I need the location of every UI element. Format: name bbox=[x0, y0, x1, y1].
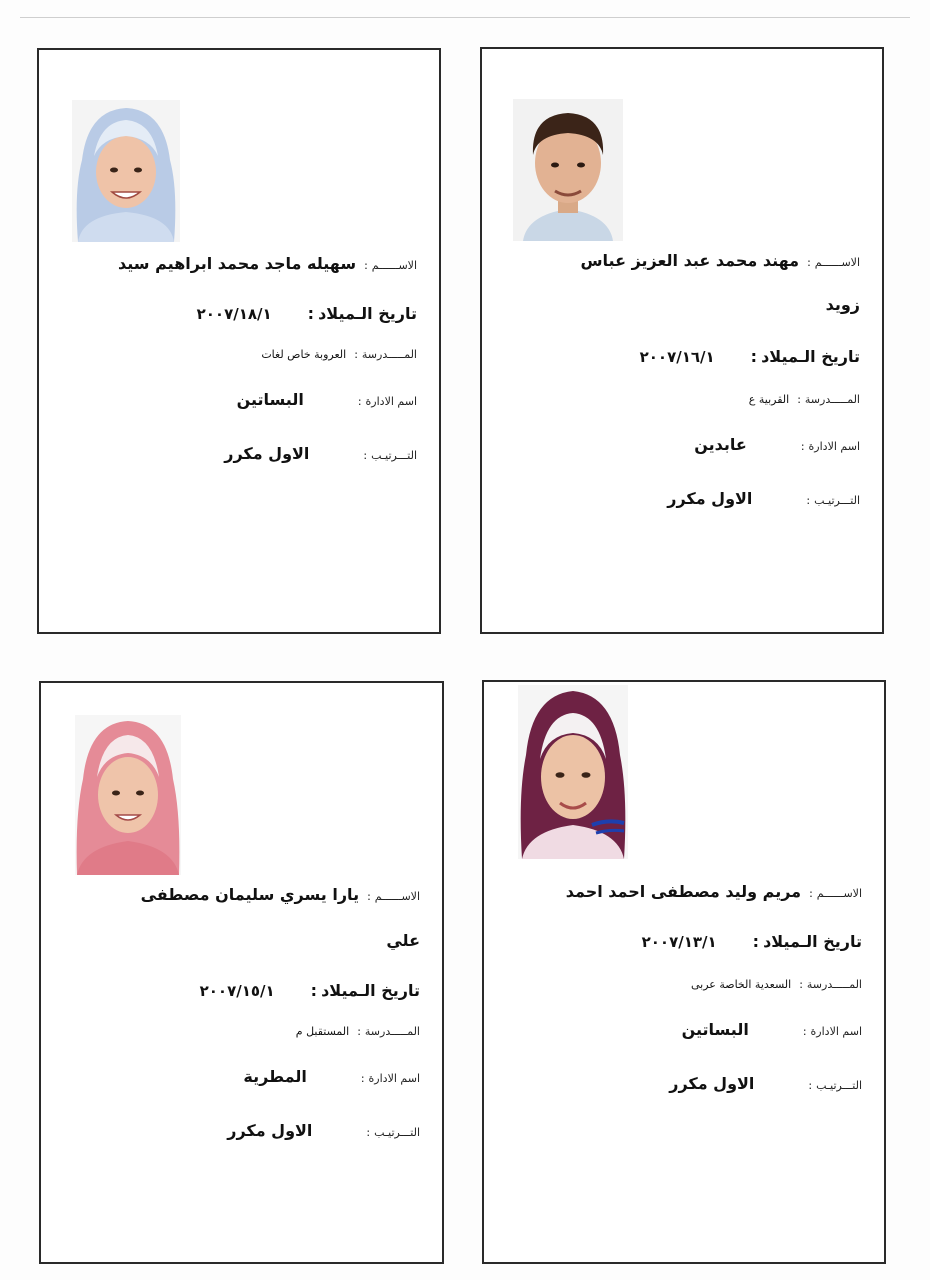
admin-row: اسم الادارة : المطرية bbox=[243, 1067, 420, 1086]
school-value: العروبة خاص لغات bbox=[261, 348, 347, 361]
student-photo bbox=[513, 99, 623, 241]
student-card-muhannad bbox=[480, 47, 884, 634]
admin-label: اسم الادارة bbox=[808, 440, 860, 453]
admin-label: اسم الادارة bbox=[810, 1025, 862, 1038]
rank-row: التـــرتيـب : الاول مكرر bbox=[224, 444, 417, 463]
school-label: المـــــدرسة bbox=[804, 393, 860, 406]
admin-label: اسم الادارة bbox=[365, 395, 417, 408]
name-label: الاســــــم bbox=[816, 887, 862, 900]
admin-value: البساتين bbox=[236, 390, 304, 409]
student-photo bbox=[75, 715, 181, 875]
name-label: الاســــــم bbox=[374, 890, 420, 903]
name-row: الاســــــم : مريم وليد مصطفى احمد احمد bbox=[565, 882, 862, 901]
rank-value: الاول مكرر bbox=[669, 1074, 755, 1093]
rank-label: التـــرتيـب bbox=[371, 449, 417, 462]
student-photo-portrait bbox=[75, 715, 181, 875]
dob-row: تاريخ الـميلاد : ٢٠٠٧/١٣/١ bbox=[641, 932, 862, 951]
dob-value: ٢٠٠٧/١٥/١ bbox=[199, 982, 275, 1000]
student-name: مهند محمد عبد العزيز عباس bbox=[580, 251, 800, 270]
student-card-yara bbox=[39, 681, 444, 1264]
dob-row: تاريخ الـميلاد : ٢٠٠٧/١٦/١ bbox=[639, 347, 860, 366]
admin-label: اسم الادارة bbox=[368, 1072, 420, 1085]
name-label: الاســــــم bbox=[814, 256, 860, 269]
dob-label: تاريخ الـميلاد bbox=[318, 304, 417, 323]
dob-label: تاريخ الـميلاد bbox=[321, 981, 420, 1000]
student-name: يارا يسري سليمان مصطفى bbox=[140, 885, 360, 904]
rank-value: الاول مكرر bbox=[224, 444, 310, 463]
student-name-continued: علي bbox=[386, 931, 420, 950]
admin-value: عابدين bbox=[694, 435, 747, 454]
student-card-suhaila bbox=[37, 48, 441, 634]
name-row: الاســــــم : يارا يسري سليمان مصطفى bbox=[140, 885, 420, 904]
dob-row: تاريخ الـميلاد : ٢٠٠٧/١٨/١ bbox=[196, 304, 417, 323]
school-row: المـــــدرسة : المستقبل م bbox=[295, 1025, 420, 1038]
student-name: مريم وليد مصطفى احمد احمد bbox=[565, 882, 802, 901]
name-label: الاســــــم bbox=[371, 259, 417, 272]
student-photo-portrait bbox=[518, 685, 628, 859]
rank-label: التـــرتيـب bbox=[814, 494, 860, 507]
school-row: المـــــدرسة : القربية ع bbox=[748, 393, 860, 406]
student-photo bbox=[518, 685, 628, 859]
student-photo-portrait bbox=[72, 100, 180, 242]
dob-row: تاريخ الـميلاد : ٢٠٠٧/١٥/١ bbox=[199, 981, 420, 1000]
dob-value: ٢٠٠٧/١٨/١ bbox=[196, 305, 272, 323]
school-value: القربية ع bbox=[748, 393, 790, 406]
page-edge-line bbox=[20, 17, 910, 18]
admin-row: اسم الادارة : عابدين bbox=[694, 435, 860, 454]
school-label: المـــــدرسة bbox=[364, 1025, 420, 1038]
student-name: سهيله ماجد محمد ابراهيم سيد bbox=[118, 254, 357, 273]
student-photo-portrait bbox=[513, 99, 623, 241]
admin-value: البساتين bbox=[681, 1020, 749, 1039]
rank-value: الاول مكرر bbox=[667, 489, 753, 508]
dob-label: تاريخ الـميلاد bbox=[763, 932, 862, 951]
dob-value: ٢٠٠٧/١٦/١ bbox=[639, 348, 715, 366]
student-name-continued: زويد bbox=[825, 295, 860, 314]
name-row: الاســــــم : مهند محمد عبد العزيز عباس bbox=[580, 251, 860, 270]
admin-row: اسم الادارة : البساتين bbox=[681, 1020, 862, 1039]
rank-label: التـــرتيـب bbox=[816, 1079, 862, 1092]
admin-row: اسم الادارة : البساتين bbox=[236, 390, 417, 409]
rank-row: التـــرتيـب : الاول مكرر bbox=[669, 1074, 862, 1093]
school-label: المـــــدرسة bbox=[806, 978, 862, 991]
school-value: المستقبل م bbox=[295, 1025, 350, 1038]
dob-value: ٢٠٠٧/١٣/١ bbox=[641, 933, 717, 951]
school-label: المـــــدرسة bbox=[361, 348, 417, 361]
rank-row: التـــرتيـب : الاول مكرر bbox=[227, 1121, 420, 1140]
school-value: السعدية الخاصة عربى bbox=[690, 978, 792, 991]
school-row: المـــــدرسة : السعدية الخاصة عربى bbox=[690, 978, 862, 991]
student-photo bbox=[72, 100, 180, 242]
admin-value: المطرية bbox=[243, 1067, 307, 1086]
student-card-mariam bbox=[482, 680, 886, 1264]
rank-row: التـــرتيـب : الاول مكرر bbox=[667, 489, 860, 508]
school-row: المـــــدرسة : العروبة خاص لغات bbox=[261, 348, 417, 361]
rank-value: الاول مكرر bbox=[227, 1121, 313, 1140]
rank-label: التـــرتيـب bbox=[374, 1126, 420, 1139]
dob-label: تاريخ الـميلاد bbox=[761, 347, 860, 366]
name-row: الاســــــم : سهيله ماجد محمد ابراهيم سيد bbox=[118, 254, 417, 273]
